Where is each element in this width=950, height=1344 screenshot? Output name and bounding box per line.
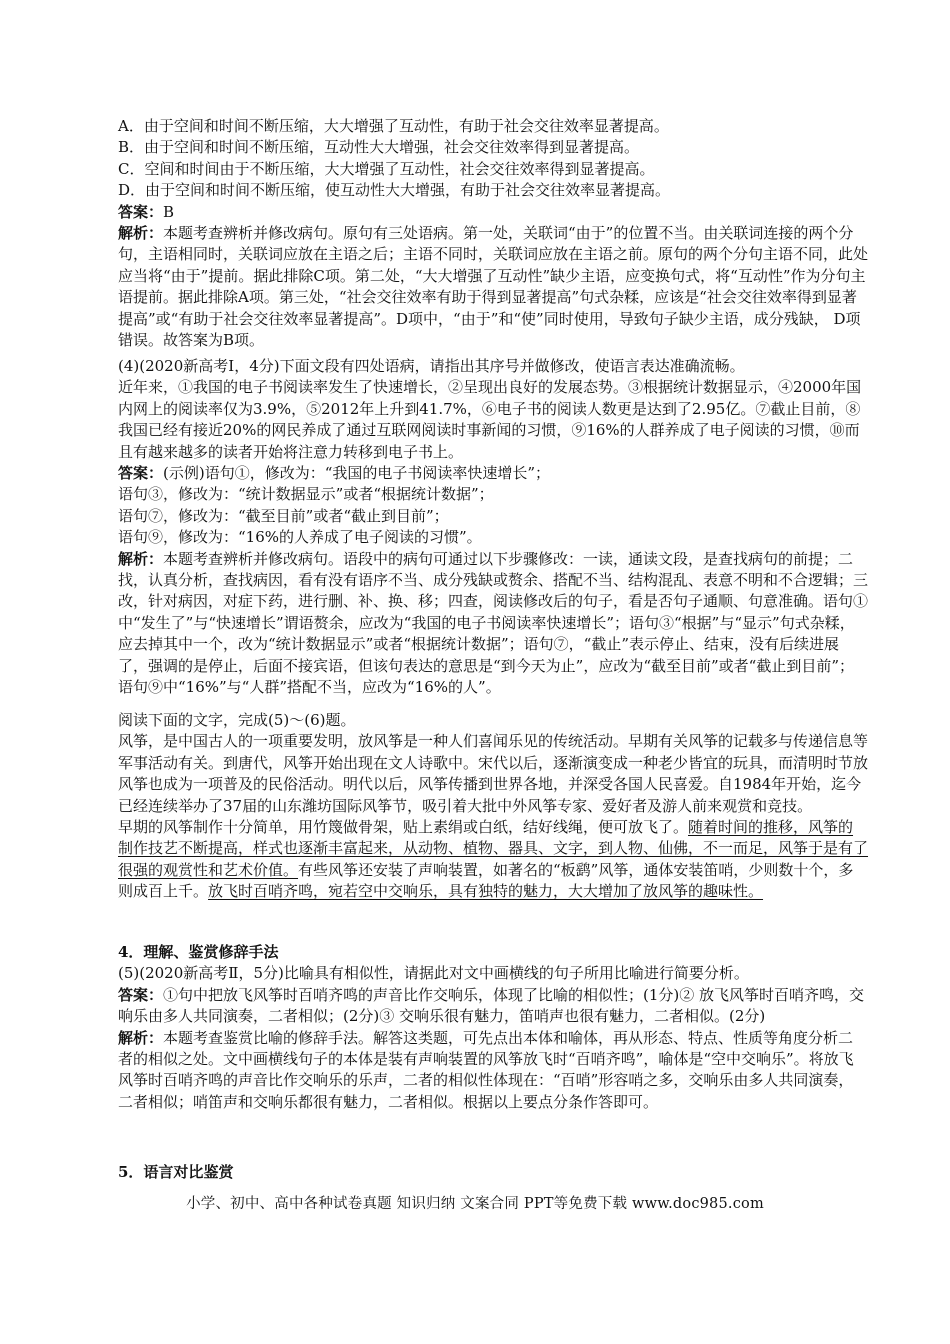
passage-paragraph-2 [118,817,868,903]
analysis-label: 解析： [118,224,164,243]
option-b: B．由于空间和时间不断压缩，互动性大大增强，社会交往效率得到显著提高。 [118,138,640,157]
answer-line: 语句⑦，修改为：“截至目前”或者“截止到目前”； [118,506,449,525]
question-3-block [118,116,868,351]
question-stem: (4)(2020新高考Ⅰ，4分)下面文段有四处语病，请指出其序号并做修改，使语言表达准确流畅。 [118,357,745,375]
answer [118,463,868,484]
answer-line: (示例)语句①，修改为：“我国的电子书阅读率快速增长”； [163,464,551,483]
option-d: D．由于空间和时间不断压缩，使互动性大大增强，有助于社会交往效率显著提高。 [118,181,671,200]
reading-intro: 阅读下面的文字，完成(5)～(6)题。 [118,711,356,729]
answer-label: 答案： [118,985,164,1004]
answer-label: 答案： [118,202,164,221]
answer [118,202,868,223]
reading-passage-block [118,710,868,903]
passage-paragraph-1: 风筝，是中国古人的一项重要发明，放风筝是一种人们喜闻乐见的传统活动。早期有关风筝的记载多与传递信息等军事活动有关。到唐代，风筝开始出现在文人诗歌中。宋代以后，逐渐演变成一种老少皆宜的玩具，而清明时节放风筝也成为一项普及的民俗活动。明代以后，风筝传播到世界各地，并深受各国人民喜爱。自1984年开始，迄今已经连续举办了37届的山东潍坊国际风筝节，吸引着大批中外风筝专家、爱好者及游人前来观赏和竞技。 [118,732,869,815]
analysis [118,1028,868,1114]
answer-value: B [163,202,175,221]
option-c: C．空间和时间由于不断压缩，大大增强了互动性，社会交往效率得到显著提高。 [118,159,655,178]
passage-sentence: 有些风筝还安装了声响装置，如著名的“板鹞”风筝，通体安装笛哨，少则数十个，多则成百上千。 [118,860,854,901]
analysis [118,223,868,351]
analysis-text: 本题考查辨析并修改病句。原句有三处语病。第一处，关联词“由于”的位置不当。由关联词连接的两个分句，主语相同时，关联词应放在主语之后；主语不同时，关联词应放在主语之前。原句的两个分句主语不同，此处应当将“由于”提前。据此排除C项。第二处，“大大增强了互动性”缺少主语，应变换句式，将“互动性”作为分句主语提前。据此排除A项。第三处，“社会交往效率有助于得到显著提高”句式杂糅，应该是“社会交往效率得到显著提高”或“有助于社会交往效率显著提高”。D项中，“由于”和“使”同时使用，导致句子缺少主语，成分残缺， D项错误。故答案为B项。 [118,224,869,350]
analysis [118,549,868,699]
question-stem: (5)(2020新高考Ⅱ，5分)比喻具有相似性，请据此对文中画横线的句子所用比喻进行简要分析。 [118,964,749,983]
question-passage: 近年来，①我国的电子书阅读率发生了快速增长，②呈现出良好的发展态势。③根据统计数据显示，④2000年国内网上的阅读率仅为3.9%，⑤2012年上升到41.7%，⑥电子书的阅读人数更是达到了2.95亿。⑦截止目前，⑧我国已经有接近20%的网民养成了通过互联网阅读时事新闻的习惯，⑨16%的人群养成了电子阅读的习惯，⑩而且有越来越多的读者开始将注意力转移到电子书上。 [118,378,862,461]
section-heading: 5．语言对比鉴赏 [118,1163,234,1181]
section-4-block [118,942,868,1113]
answer-line: 语句⑨，修改为：“16%的人养成了电子阅读的习惯”。 [118,528,482,547]
passage-sentence: 早期的风筝制作十分简单，用竹篾做骨架，贴上素绢或白纸，结好线绳，便可放飞了。 [118,818,689,837]
option-a: A．由于空间和时间不断压缩，大大增强了互动性，有助于社会交往效率显著提高。 [118,117,669,135]
answer [118,985,868,1028]
analysis-label: 解析： [118,1028,164,1047]
analysis-label: 解析： [118,549,164,568]
answer-line: 语句③，修改为：“统计数据显示”或者“根据统计数据”； [118,485,494,504]
section-heading: 4．理解、鉴赏修辞手法 [118,943,279,961]
analysis-text: 本题考查辨析并修改病句。语段中的病句可通过以下步骤修改：一读，通读文段，是查找病句的前提；二找，认真分析，查找病因，看有没有语序不当、成分残缺或赘余、搭配不当、结构混乱、表意不明和不合逻辑；三改，针对病因，对症下药，进行删、补、换、移；四查，阅读修改后的句子，看是否句子通顺、句意准确。语句①中“发生了”与“快速增长”谓语赘余，应改为“我国的电子书阅读率快速增长”；语句③“根据”与“显示”句式杂糅，应去掉其中一个，改为“统计数据显示”或者“根据统计数据”；语句⑦，“截止”表示停止、结束，没有后续进展了，强调的是停止，后面不接宾语，但该句表达的意思是“到今天为止”，应改为“截至目前”或者“截止到目前”；语句⑨中“16%”与“人群”搭配不当，应改为“16%的人”。 [118,549,869,697]
page-footer: 小学、初中、高中各种试卷真题 知识归纳 文案合同 PPT等免费下载 www.doc985.com [186,1196,764,1212]
section-5-block [118,1162,868,1183]
analysis-text: 本题考查鉴赏比喻的修辞手法。解答这类题，可先点出本体和喻体，再从形态、特点、性质等角度分析二者的相似之处。文中画横线句子的本体是装有声响装置的风筝放飞时“百哨齐鸣”，喻体是“空中交响乐”。将放飞风筝时百哨齐鸣的声音比作交响乐的乐声，二者的相似性体现在：“百哨”形容哨之多，交响乐由多人共同演奏，二者相似；哨笛声和交响乐都很有魅力，二者相似。根据以上要点分条作答即可。 [118,1028,854,1111]
answer-text: ①句中把放飞风筝时百哨齐鸣的声音比作交响乐，体现了比喻的相似性；(1分)② 放飞风筝时百哨齐鸣，交响乐由多人共同演奏，二者相似；(2分)③ 交响乐很有魅力，笛哨声也很有魅力，二者相似。(2分) [118,985,865,1026]
underlined-sentence: 放飞时百哨齐鸣，宛若空中交响乐，具有独特的魅力，大大增加了放风筝的趣味性。 [208,882,764,901]
question-4-block [118,356,868,699]
answer-label: 答案： [118,464,164,483]
underlined-sentence: 随着时间的推移，风筝的制作技艺不断提高，样式也逐渐丰富起来，从动物、植物、器具、文字，到人物、仙佛，不一而足，风筝于是有了很强的观赏性和艺术价值。 [118,818,869,879]
